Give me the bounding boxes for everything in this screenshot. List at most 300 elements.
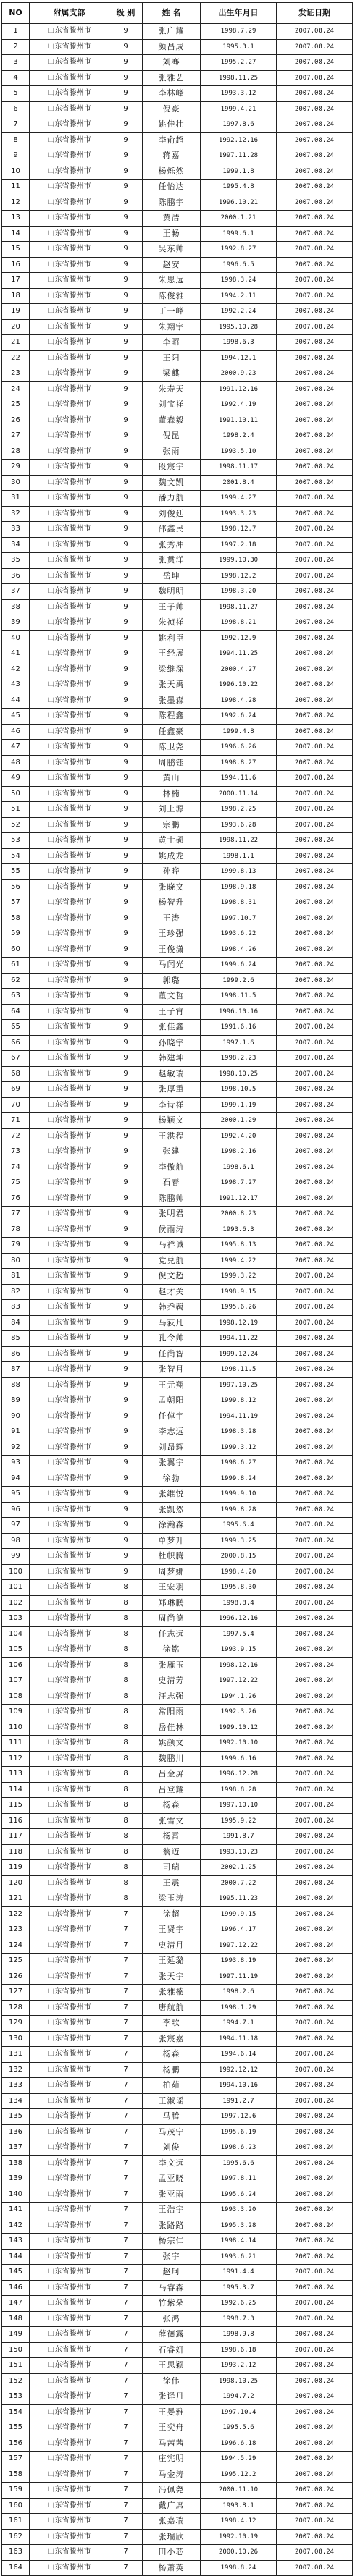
cell-level: 9 xyxy=(109,1020,143,1036)
table-row xyxy=(2,350,353,366)
cell-level: 9 xyxy=(109,242,143,258)
cell-level: 7 xyxy=(109,2031,143,2047)
cell-issue-date: 2007.08.24 xyxy=(277,2420,353,2436)
cell-branch: 山东省滕州市 xyxy=(30,491,109,507)
cell-branch: 山东省滕州市 xyxy=(30,335,109,351)
cell-no: 152 xyxy=(2,2373,30,2389)
cell-issue-date: 2007.08.24 xyxy=(277,817,353,833)
cell-level: 9 xyxy=(109,226,143,242)
cell-branch: 山东省滕州市 xyxy=(30,164,109,180)
cell-no: 161 xyxy=(2,2514,30,2530)
cell-issue-date: 2007.08.24 xyxy=(277,2389,353,2405)
cell-issue-date: 2007.08.24 xyxy=(277,413,353,428)
cell-issue-date: 2007.08.24 xyxy=(277,1875,353,1891)
cell-no: 138 xyxy=(2,2155,30,2171)
cell-level: 7 xyxy=(109,2249,143,2265)
cell-branch: 山东省滕州市 xyxy=(30,101,109,117)
cell-no: 30 xyxy=(2,475,30,491)
cell-level: 7 xyxy=(109,2093,143,2109)
cell-level: 7 xyxy=(109,2404,143,2420)
cell-issue-date: 2007.08.24 xyxy=(277,584,353,600)
cell-birthdate: 1993.3.23 xyxy=(201,506,277,522)
cell-no: 61 xyxy=(2,958,30,974)
header-no: NO xyxy=(2,3,30,24)
cell-name: 王延璐 xyxy=(143,1954,201,1969)
cell-issue-date: 2007.08.24 xyxy=(277,226,353,242)
cell-branch: 山东省滕州市 xyxy=(30,1611,109,1627)
table-row xyxy=(2,55,353,71)
cell-no: 99 xyxy=(2,1549,30,1565)
cell-branch: 山东省滕州市 xyxy=(30,1393,109,1409)
cell-birthdate: 1995.6.4 xyxy=(201,1518,277,1534)
cell-issue-date: 2007.08.24 xyxy=(277,86,353,102)
cell-level: 7 xyxy=(109,2047,143,2063)
cell-no: 85 xyxy=(2,1331,30,1347)
cell-issue-date: 2007.08.24 xyxy=(277,2171,353,2187)
cell-issue-date: 2007.08.24 xyxy=(277,2467,353,2483)
cell-level: 9 xyxy=(109,1502,143,1518)
cell-branch: 山东省滕州市 xyxy=(30,2529,109,2545)
cell-name: 石睿妍 xyxy=(143,2342,201,2358)
cell-no: 110 xyxy=(2,1720,30,1736)
cell-birthdate: 1999.12.24 xyxy=(201,1346,277,1362)
cell-branch: 山东省滕州市 xyxy=(30,599,109,615)
cell-name: 刘骞 xyxy=(143,55,201,71)
cell-branch: 山东省滕州市 xyxy=(30,475,109,491)
cell-level: 9 xyxy=(109,1253,143,1269)
cell-birthdate: 1999.8.13 xyxy=(201,864,277,880)
cell-name: 李俞超 xyxy=(143,132,201,148)
cell-no: 156 xyxy=(2,2436,30,2452)
cell-no: 135 xyxy=(2,2109,30,2125)
cell-issue-date: 2007.08.24 xyxy=(277,2062,353,2078)
cell-issue-date: 2007.08.24 xyxy=(277,288,353,304)
table-row xyxy=(2,1253,353,1269)
cell-level: 9 xyxy=(109,55,143,71)
cell-branch: 山东省滕州市 xyxy=(30,1284,109,1300)
cell-no: 59 xyxy=(2,926,30,942)
cell-level: 9 xyxy=(109,1128,143,1144)
cell-branch: 山东省滕州市 xyxy=(30,848,109,864)
header-row xyxy=(2,3,353,24)
cell-birthdate: 1999.9.15 xyxy=(201,1906,277,1922)
cell-issue-date: 2007.08.24 xyxy=(277,211,353,227)
cell-name: 马腾 xyxy=(143,2109,201,2125)
cell-no: 79 xyxy=(2,1238,30,1254)
table-row xyxy=(2,1580,353,1596)
table-row xyxy=(2,2155,353,2171)
table-row xyxy=(2,2016,353,2032)
cell-birthdate: 1998.12.2 xyxy=(201,568,277,584)
cell-issue-date: 2007.08.24 xyxy=(277,1985,353,2001)
table-row xyxy=(2,1829,353,1845)
table-row xyxy=(2,1813,353,1829)
cell-issue-date: 2007.08.24 xyxy=(277,1689,353,1705)
cell-issue-date: 2007.08.24 xyxy=(277,973,353,989)
cell-no: 2 xyxy=(2,39,30,55)
cell-issue-date: 2007.08.24 xyxy=(277,2078,353,2094)
cell-no: 115 xyxy=(2,1798,30,1814)
cell-branch: 山东省滕州市 xyxy=(30,677,109,693)
cell-name: 李昭 xyxy=(143,335,201,351)
cell-issue-date: 2007.08.24 xyxy=(277,319,353,335)
cell-level: 9 xyxy=(109,350,143,366)
cell-name: 王思颖 xyxy=(143,2358,201,2374)
cell-name: 徐超 xyxy=(143,1906,201,1922)
cell-level: 9 xyxy=(109,1269,143,1285)
cell-name: 张雅楠 xyxy=(143,1985,201,2001)
cell-level: 7 xyxy=(109,2342,143,2358)
cell-level: 9 xyxy=(109,989,143,1005)
cell-birthdate: 1994.11.6 xyxy=(201,771,277,787)
cell-name: 任志远 xyxy=(143,1626,201,1642)
cell-branch: 山东省滕州市 xyxy=(30,1082,109,1098)
cell-no: 5 xyxy=(2,86,30,102)
cell-no: 140 xyxy=(2,2187,30,2203)
cell-birthdate: 1993.6.3 xyxy=(201,1222,277,1238)
cell-level: 7 xyxy=(109,2171,143,2187)
cell-branch: 山东省滕州市 xyxy=(30,2187,109,2203)
cell-issue-date: 2007.08.24 xyxy=(277,2031,353,2047)
cell-name: 马茂宁 xyxy=(143,2124,201,2140)
cell-birthdate: 1999.4.27 xyxy=(201,491,277,507)
cell-no: 29 xyxy=(2,460,30,476)
cell-issue-date: 2007.08.24 xyxy=(277,1611,353,1627)
cell-name: 杜帜腾 xyxy=(143,1549,201,1565)
cell-branch: 山东省滕州市 xyxy=(30,180,109,195)
cell-no: 96 xyxy=(2,1502,30,1518)
cell-birthdate: 1999.6.24 xyxy=(201,958,277,974)
cell-issue-date: 2007.08.24 xyxy=(277,864,353,880)
cell-birthdate: 1994.2.11 xyxy=(201,288,277,304)
cell-branch: 山东省滕州市 xyxy=(30,522,109,538)
cell-level: 7 xyxy=(109,2436,143,2452)
table-row xyxy=(2,2124,353,2140)
cell-name: 薛德露 xyxy=(143,2327,201,2343)
cell-birthdate: 1998.2.25 xyxy=(201,802,277,818)
cell-branch: 山东省滕州市 xyxy=(30,2404,109,2420)
cell-branch: 山东省滕州市 xyxy=(30,2171,109,2187)
cell-branch: 山东省滕州市 xyxy=(30,2109,109,2125)
cell-name: 姚成龙 xyxy=(143,848,201,864)
cell-issue-date: 2007.08.24 xyxy=(277,164,353,180)
table-row xyxy=(2,1113,353,1129)
cell-issue-date: 2007.08.24 xyxy=(277,2140,353,2156)
table-row xyxy=(2,2514,353,2530)
cell-branch: 山东省滕州市 xyxy=(30,1580,109,1596)
cell-level: 9 xyxy=(109,273,143,289)
cell-branch: 山东省滕州市 xyxy=(30,226,109,242)
cell-level: 9 xyxy=(109,584,143,600)
cell-no: 141 xyxy=(2,2203,30,2218)
cell-issue-date: 2007.08.24 xyxy=(277,1767,353,1783)
cell-birthdate: 1995.2.27 xyxy=(201,55,277,71)
cell-branch: 山东省滕州市 xyxy=(30,2140,109,2156)
cell-issue-date: 2007.08.24 xyxy=(277,1440,353,1456)
cell-level: 8 xyxy=(109,1860,143,1876)
cell-name: 陈俊雅 xyxy=(143,288,201,304)
cell-birthdate: 1994.11.19 xyxy=(201,1409,277,1424)
cell-issue-date: 2007.08.24 xyxy=(277,2109,353,2125)
cell-level: 7 xyxy=(109,2234,143,2250)
table-row xyxy=(2,942,353,958)
cell-no: 75 xyxy=(2,1175,30,1191)
cell-issue-date: 2007.08.24 xyxy=(277,55,353,71)
cell-birthdate: 1991.6.16 xyxy=(201,1020,277,1036)
cell-level: 8 xyxy=(109,1782,143,1798)
cell-issue-date: 2007.08.24 xyxy=(277,1782,353,1798)
cell-no: 163 xyxy=(2,2545,30,2561)
cell-name: 石春 xyxy=(143,1175,201,1191)
cell-birthdate: 1995.12.2 xyxy=(201,2467,277,2483)
cell-branch: 山东省滕州市 xyxy=(30,2358,109,2374)
table-row xyxy=(2,2218,353,2234)
cell-name: 周尚德 xyxy=(143,1611,201,1627)
cell-level: 9 xyxy=(109,366,143,382)
cell-no: 67 xyxy=(2,1051,30,1067)
cell-level: 7 xyxy=(109,2327,143,2343)
cell-no: 53 xyxy=(2,833,30,849)
cell-issue-date: 2007.08.24 xyxy=(277,1160,353,1175)
cell-no: 14 xyxy=(2,226,30,242)
cell-issue-date: 2007.08.24 xyxy=(277,1409,353,1424)
cell-issue-date: 2007.08.24 xyxy=(277,2265,353,2281)
cell-level: 8 xyxy=(109,1875,143,1891)
table-row xyxy=(2,24,353,40)
cell-branch: 山东省滕州市 xyxy=(30,958,109,974)
cell-name: 朱寿天 xyxy=(143,381,201,397)
table-row xyxy=(2,2545,353,2561)
table-row xyxy=(2,1782,353,1798)
cell-level: 7 xyxy=(109,1969,143,1985)
cell-issue-date: 2007.08.24 xyxy=(277,2358,353,2374)
cell-level: 9 xyxy=(109,833,143,849)
cell-level: 7 xyxy=(109,2514,143,2530)
table-row xyxy=(2,2452,353,2467)
cell-birthdate: 2000.11.10 xyxy=(201,2483,277,2499)
table-row xyxy=(2,1673,353,1689)
cell-level: 8 xyxy=(109,1844,143,1860)
cell-branch: 山东省滕州市 xyxy=(30,926,109,942)
table-row xyxy=(2,1362,353,1378)
table-row xyxy=(2,1207,353,1222)
cell-branch: 山东省滕州市 xyxy=(30,2280,109,2296)
cell-branch: 山东省滕州市 xyxy=(30,1922,109,1938)
cell-birthdate: 1994.7.1 xyxy=(201,2016,277,2032)
cell-no: 136 xyxy=(2,2124,30,2140)
table-row xyxy=(2,537,353,553)
cell-name: 朱翔宇 xyxy=(143,319,201,335)
table-row xyxy=(2,1269,353,1285)
cell-issue-date: 2007.08.24 xyxy=(277,2047,353,2063)
cell-birthdate: 1998.4.14 xyxy=(201,2234,277,2250)
cell-no: 6 xyxy=(2,101,30,117)
cell-level: 8 xyxy=(109,1829,143,1845)
cell-issue-date: 2007.08.24 xyxy=(277,1128,353,1144)
cell-level: 9 xyxy=(109,1549,143,1565)
table-row xyxy=(2,895,353,911)
cell-birthdate: 1994.11.22 xyxy=(201,1331,277,1347)
cell-name: 孙晓宇 xyxy=(143,1035,201,1051)
cell-branch: 山东省滕州市 xyxy=(30,630,109,646)
cell-level: 8 xyxy=(109,1798,143,1814)
cell-issue-date: 2007.08.24 xyxy=(277,1564,353,1580)
cell-level: 9 xyxy=(109,413,143,428)
cell-no: 126 xyxy=(2,1969,30,1985)
cell-branch: 山东省滕州市 xyxy=(30,1642,109,1658)
cell-branch: 山东省滕州市 xyxy=(30,1736,109,1752)
table-row xyxy=(2,1906,353,1922)
cell-branch: 山东省滕州市 xyxy=(30,709,109,725)
cell-name: 杨宗仁 xyxy=(143,2234,201,2250)
cell-name: 李志远 xyxy=(143,1424,201,1440)
cell-branch: 山东省滕州市 xyxy=(30,662,109,677)
cell-name: 杨霄 xyxy=(143,1829,201,1845)
cell-name: 徐铭 xyxy=(143,1642,201,1658)
cell-name: 刘俊廷 xyxy=(143,506,201,522)
cell-issue-date: 2007.08.24 xyxy=(277,273,353,289)
cell-branch: 山东省滕州市 xyxy=(30,1035,109,1051)
table-row xyxy=(2,1222,353,1238)
cell-level: 9 xyxy=(109,304,143,320)
table-row xyxy=(2,724,353,740)
table-row xyxy=(2,2483,353,2499)
cell-issue-date: 2007.08.24 xyxy=(277,1580,353,1596)
cell-branch: 山东省滕州市 xyxy=(30,2327,109,2343)
cell-birthdate: 1995.3.7 xyxy=(201,2280,277,2296)
cell-level: 9 xyxy=(109,646,143,662)
cell-level: 9 xyxy=(109,1377,143,1393)
cell-level: 7 xyxy=(109,2452,143,2467)
cell-no: 130 xyxy=(2,2031,30,2047)
table-row xyxy=(2,1377,353,1393)
cell-no: 9 xyxy=(2,148,30,164)
cell-birthdate: 2001.8.4 xyxy=(201,475,277,491)
cell-no: 15 xyxy=(2,242,30,258)
cell-level: 9 xyxy=(109,1487,143,1503)
cell-name: 宗鹏 xyxy=(143,817,201,833)
cell-issue-date: 2007.08.24 xyxy=(277,958,353,974)
header-name: 姓 名 xyxy=(143,3,201,24)
cell-birthdate: 1998.8.31 xyxy=(201,895,277,911)
cell-no: 97 xyxy=(2,1518,30,1534)
cell-no: 124 xyxy=(2,1938,30,1954)
table-row xyxy=(2,242,353,258)
cell-name: 李文远 xyxy=(143,2155,201,2171)
cell-branch: 山东省滕州市 xyxy=(30,537,109,553)
cell-no: 164 xyxy=(2,2560,30,2576)
cell-issue-date: 2007.08.24 xyxy=(277,895,353,911)
cell-no: 58 xyxy=(2,911,30,926)
cell-birthdate: 1992.4.20 xyxy=(201,1128,277,1144)
cell-name: 杨森 xyxy=(143,1798,201,1814)
cell-issue-date: 2007.08.24 xyxy=(277,350,353,366)
cell-birthdate: 1993.6.28 xyxy=(201,817,277,833)
table-row xyxy=(2,1705,353,1720)
cell-branch: 山东省滕州市 xyxy=(30,2436,109,2452)
cell-issue-date: 2007.08.24 xyxy=(277,1004,353,1020)
cell-birthdate: 1998.6.18 xyxy=(201,2342,277,2358)
cell-no: 66 xyxy=(2,1035,30,1051)
cell-level: 9 xyxy=(109,1222,143,1238)
cell-birthdate: 1997.5.4 xyxy=(201,1626,277,1642)
cell-birthdate: 1997.11.28 xyxy=(201,148,277,164)
cell-name: 王阳 xyxy=(143,350,201,366)
cell-name: 唐航航 xyxy=(143,2000,201,2016)
cell-no: 41 xyxy=(2,646,30,662)
cell-birthdate: 1998.8.4 xyxy=(201,1595,277,1611)
cell-level: 7 xyxy=(109,2467,143,2483)
cell-name: 张翼宇 xyxy=(143,1456,201,1471)
cell-name: 党兑航 xyxy=(143,1253,201,1269)
cell-no: 106 xyxy=(2,1657,30,1673)
cell-birthdate: 1993.9.15 xyxy=(201,1642,277,1658)
cell-level: 9 xyxy=(109,1191,143,1207)
cell-birthdate: 1997.10.25 xyxy=(201,1377,277,1393)
cell-issue-date: 2007.08.24 xyxy=(277,1891,353,1907)
cell-name: 梁继深 xyxy=(143,662,201,677)
cell-no: 153 xyxy=(2,2389,30,2405)
table-row xyxy=(2,2373,353,2389)
cell-level: 9 xyxy=(109,1284,143,1300)
cell-branch: 山东省滕州市 xyxy=(30,381,109,397)
cell-no: 51 xyxy=(2,802,30,818)
cell-branch: 山东省滕州市 xyxy=(30,1097,109,1113)
cell-no: 23 xyxy=(2,366,30,382)
cell-level: 9 xyxy=(109,864,143,880)
cell-branch: 山东省滕州市 xyxy=(30,2452,109,2467)
cell-birthdate: 1998.8.21 xyxy=(201,615,277,631)
cell-issue-date: 2007.08.24 xyxy=(277,537,353,553)
cell-branch: 山东省滕州市 xyxy=(30,86,109,102)
cell-birthdate: 1995.8.30 xyxy=(201,1580,277,1596)
cell-birthdate: 1999.6.1 xyxy=(201,226,277,242)
table-row xyxy=(2,1689,353,1705)
table-row xyxy=(2,1175,353,1191)
cell-branch: 山东省滕州市 xyxy=(30,1066,109,1082)
cell-level: 9 xyxy=(109,693,143,709)
cell-branch: 山东省滕州市 xyxy=(30,895,109,911)
cell-branch: 山东省滕州市 xyxy=(30,2062,109,2078)
cell-birthdate: 1998.1.1 xyxy=(201,848,277,864)
table-row xyxy=(2,86,353,102)
cell-issue-date: 2007.08.24 xyxy=(277,1705,353,1720)
cell-birthdate: 1999.8.28 xyxy=(201,1502,277,1518)
cell-level: 9 xyxy=(109,180,143,195)
cell-birthdate: 2002.1.25 xyxy=(201,1860,277,1876)
cell-name: 司瑞 xyxy=(143,1860,201,1876)
cell-no: 108 xyxy=(2,1689,30,1705)
cell-level: 9 xyxy=(109,599,143,615)
cell-birthdate: 1991.8.7 xyxy=(201,1829,277,1845)
cell-birthdate: 1999.1.19 xyxy=(201,1097,277,1113)
cell-level: 8 xyxy=(109,1736,143,1752)
cell-name: 张广耀 xyxy=(143,24,201,40)
cell-birthdate: 1992.2.24 xyxy=(201,304,277,320)
table-row xyxy=(2,1284,353,1300)
cell-branch: 山东省滕州市 xyxy=(30,693,109,709)
cell-birthdate: 1999.4.22 xyxy=(201,1253,277,1269)
table-row xyxy=(2,911,353,926)
cell-level: 9 xyxy=(109,1160,143,1175)
cell-issue-date: 2007.08.24 xyxy=(277,2498,353,2514)
cell-level: 9 xyxy=(109,911,143,926)
cell-branch: 山东省滕州市 xyxy=(30,2467,109,2483)
cell-no: 89 xyxy=(2,1393,30,1409)
cell-issue-date: 2007.08.24 xyxy=(277,630,353,646)
cell-branch: 山东省滕州市 xyxy=(30,2514,109,2530)
cell-branch: 山东省滕州市 xyxy=(30,70,109,86)
